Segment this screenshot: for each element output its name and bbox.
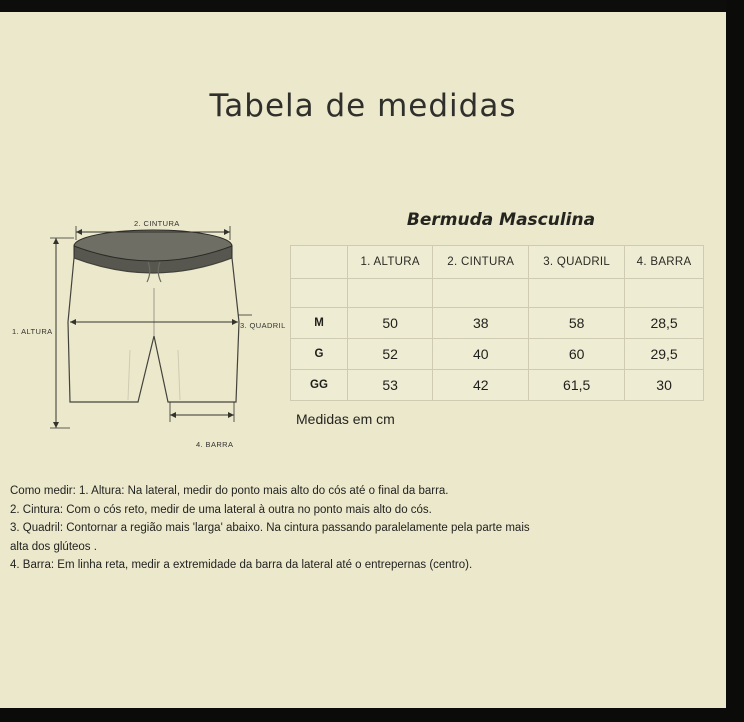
header-cintura: 2. CINTURA (433, 246, 529, 279)
howto-line-2: 2. Cintura: Com o cós reto, medir de uma lateral à outra no ponto mais alto do cós. (10, 503, 432, 516)
howto-line-3: 3. Quadril: Contornar a região mais 'larga' abaixo. Na cintura passando paralelamente pela parte mais (10, 522, 530, 534)
cell-quadril (529, 279, 625, 308)
table-row (291, 279, 704, 308)
cell-cintura: 42 (433, 370, 529, 401)
cell-size (291, 279, 348, 308)
howto-line-4: alta dos glúteos . (10, 540, 97, 553)
cell-size: G (291, 339, 348, 370)
section-title: Bermuda Masculina (406, 210, 596, 230)
header-altura: 1. ALTURA (348, 246, 433, 279)
units-note: Medidas em cm (296, 411, 395, 427)
cell-quadril: 61,5 (529, 370, 625, 401)
howto-line-5: 4. Barra: Em linha reta, medir a extremidade da barra da lateral até o entrepernas (centro). (10, 559, 473, 571)
cell-quadril: 60 (529, 339, 625, 370)
cell-altura: 53 (348, 370, 433, 401)
size-table (290, 245, 704, 401)
table-row (291, 339, 704, 370)
size-table-head (291, 246, 704, 279)
cell-altura: 50 (348, 308, 433, 339)
diagram-label-cintura: 2. CINTURA (134, 219, 180, 228)
table-row (291, 370, 704, 401)
diagram-label-quadril: 3. QUADRIL (240, 321, 286, 330)
cell-altura (348, 279, 433, 308)
header-size (291, 246, 348, 279)
header-barra: 4. BARRA (625, 246, 704, 279)
shorts-measurement-diagram (8, 210, 298, 460)
cell-size: GG (291, 370, 348, 401)
cell-cintura: 40 (433, 339, 529, 370)
cell-barra: 30 (625, 370, 704, 401)
how-to-measure (10, 482, 570, 575)
photo-right-edge (726, 0, 744, 722)
cell-barra (625, 279, 704, 308)
header-quadril: 3. QUADRIL (529, 246, 625, 279)
cell-barra: 29,5 (625, 339, 704, 370)
table-header-row (291, 246, 704, 279)
howto-line-1: Como medir: 1. Altura: Na lateral, medir do ponto mais alto do cós até o final da barra. (10, 485, 449, 497)
size-table-body (291, 279, 704, 401)
cell-quadril: 58 (529, 308, 625, 339)
diagram-label-barra: 4. BARRA (196, 440, 234, 449)
table-row (291, 308, 704, 339)
cell-altura: 52 (348, 339, 433, 370)
page-title: Tabela de medidas (209, 88, 517, 124)
diagram-label-altura: 1. ALTURA (12, 327, 53, 336)
cell-cintura: 38 (433, 308, 529, 339)
photo-bottom-edge (0, 708, 744, 722)
cell-size: M (291, 308, 348, 339)
cell-barra: 28,5 (625, 308, 704, 339)
cell-cintura (433, 279, 529, 308)
photo-top-edge (0, 0, 744, 12)
